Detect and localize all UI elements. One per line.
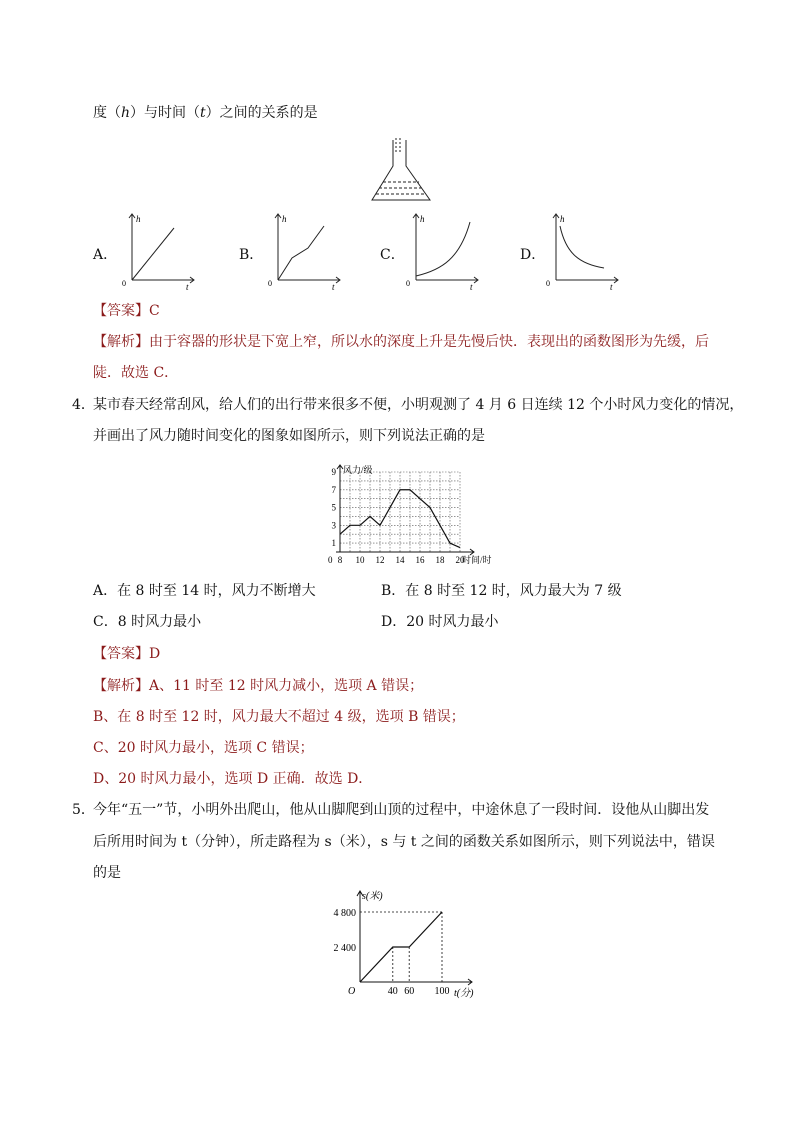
h-variable: h	[121, 105, 131, 121]
q4-option-a: A．在 8 时至 14 时，风力不断增大	[93, 583, 316, 599]
x-tick-label: 40	[387, 986, 398, 997]
y-tick-label: 5	[331, 502, 336, 513]
q4-stem-line2: 并画出了风力随时间变化的图象如图所示，则下列说法正确的是	[93, 428, 485, 444]
x-axis-label: 时间/时	[462, 555, 492, 565]
q3-option-a-graph	[118, 210, 198, 292]
linear-curve	[132, 228, 174, 280]
origin-label: 0	[268, 279, 272, 288]
x-tick-label: 20	[455, 555, 465, 565]
origin-label: 0	[328, 555, 333, 565]
q4-number: 4．	[72, 397, 95, 413]
q3-stem-part: ）之间的关系的是	[205, 105, 318, 121]
q3-stem-part: 度（	[93, 105, 121, 121]
q3-option-a-label: A．	[93, 247, 118, 263]
q3-option-d-graph	[542, 210, 622, 292]
y-tick-label: 1	[331, 538, 336, 549]
axis-x-label: t	[470, 282, 473, 292]
x-tick-label: 100	[434, 986, 450, 997]
origin-label: 0	[546, 279, 550, 288]
flask-figure	[368, 134, 438, 206]
q5-stem-line3: 的是	[93, 865, 121, 881]
answer-tag: 【答案】	[93, 303, 149, 319]
q4-option-c: C．8 时风力最小	[93, 614, 202, 630]
x-tick-label: 12	[375, 555, 385, 565]
y-tick-label: 2 400	[333, 943, 356, 954]
analysis-text: A、11 时至 12 时风力减小，选项 A 错误；	[149, 678, 424, 694]
q4-analysis-line1	[93, 675, 423, 695]
y-axis-label: 风力/级	[343, 465, 373, 475]
answer-value: D	[149, 646, 161, 662]
q4-analysis-line2: B、在 8 时至 12 时，风力最大不超过 4 级，选项 B 错误；	[93, 709, 465, 725]
piecewise-curve	[278, 226, 324, 280]
q3-analysis-line1	[93, 331, 709, 351]
q3-option-b-graph	[264, 210, 344, 292]
x-axis-label: t(分)	[454, 988, 474, 999]
x-tick-label: 60	[404, 986, 415, 997]
x-tick-label: 16	[415, 555, 425, 565]
y-tick-label: 3	[331, 520, 336, 531]
axis-x-label: t	[610, 282, 613, 292]
distance-series-line	[360, 912, 442, 982]
answer-tag: 【答案】	[93, 646, 149, 662]
axis-y-label: h	[420, 214, 425, 224]
axis-y-label: h	[282, 214, 287, 224]
answer-value: C	[149, 303, 160, 319]
q5-stem-line2: 后所用时间为 t（分钟），所走路程为 s（米），s 与 t 之间的函数关系如图所示，则下列说法中，错误	[93, 834, 715, 850]
x-tick-label: 14	[395, 555, 405, 565]
q3-option-c-graph	[402, 210, 482, 292]
y-tick-label: 9	[331, 467, 336, 477]
q4-analysis-line3: C、20 时风力最小，选项 C 错误；	[93, 740, 314, 756]
q5-number: 5．	[72, 802, 95, 818]
y-tick-label: 7	[331, 484, 336, 495]
concave-up-curve	[416, 222, 470, 276]
origin-label: O	[348, 986, 356, 997]
x-tick-label: 8	[337, 555, 343, 565]
q5-stem-line1: 今年“五一”节，小明外出爬山，他从山脚爬到山顶的过程中，中途休息了一段时间．设他从山脚出发	[93, 802, 710, 818]
origin-label: 0	[122, 279, 126, 288]
analysis-text: 由于容器的形状是下宽上窄，所以水的深度上升是先慢后快．表现出的函数图形为先缓，后	[149, 334, 709, 350]
y-axis-label: s(米)	[362, 891, 383, 902]
decreasing-curve	[560, 226, 604, 268]
axis-x-label: t	[186, 282, 189, 292]
q4-option-d: D．20 时风力最小	[381, 614, 499, 630]
q3-option-d-label: D．	[520, 247, 546, 263]
axis-y-label: h	[136, 214, 141, 224]
q4-option-b: B．在 8 时至 12 时，风力最大为 7 级	[381, 583, 622, 599]
origin-label: 0	[406, 279, 410, 288]
q3-option-b-label: B．	[239, 247, 264, 263]
axis-y-label: h	[560, 214, 565, 224]
distance-time-chart	[300, 886, 500, 1006]
x-tick-label: 10	[355, 555, 365, 565]
y-tick-label: 4 800	[333, 908, 356, 919]
q3-analysis-line2: 陡．故选 C．	[93, 365, 179, 381]
axis-x-label: t	[332, 282, 335, 292]
analysis-tag: 【解析】	[93, 334, 149, 350]
analysis-tag: 【解析】	[93, 678, 149, 694]
q3-stem-part: ）与时间（	[130, 105, 201, 121]
x-tick-label: 18	[435, 555, 445, 565]
q3-stem-line	[93, 102, 318, 122]
q3-option-c-label: C．	[380, 247, 405, 263]
q4-analysis-line4: D、20 时风力最小，选项 D 正确．故选 D．	[93, 771, 373, 787]
q4-answer	[93, 643, 160, 663]
q3-answer	[93, 300, 160, 320]
q4-stem-line1: 某市春天经常刮风，给人们的出行带来很多不便，小明观测了 4 月 6 日连续 12 个小时风力变化的情况，	[93, 397, 744, 413]
t-variable: t	[200, 105, 206, 121]
wind-force-chart	[318, 464, 498, 568]
